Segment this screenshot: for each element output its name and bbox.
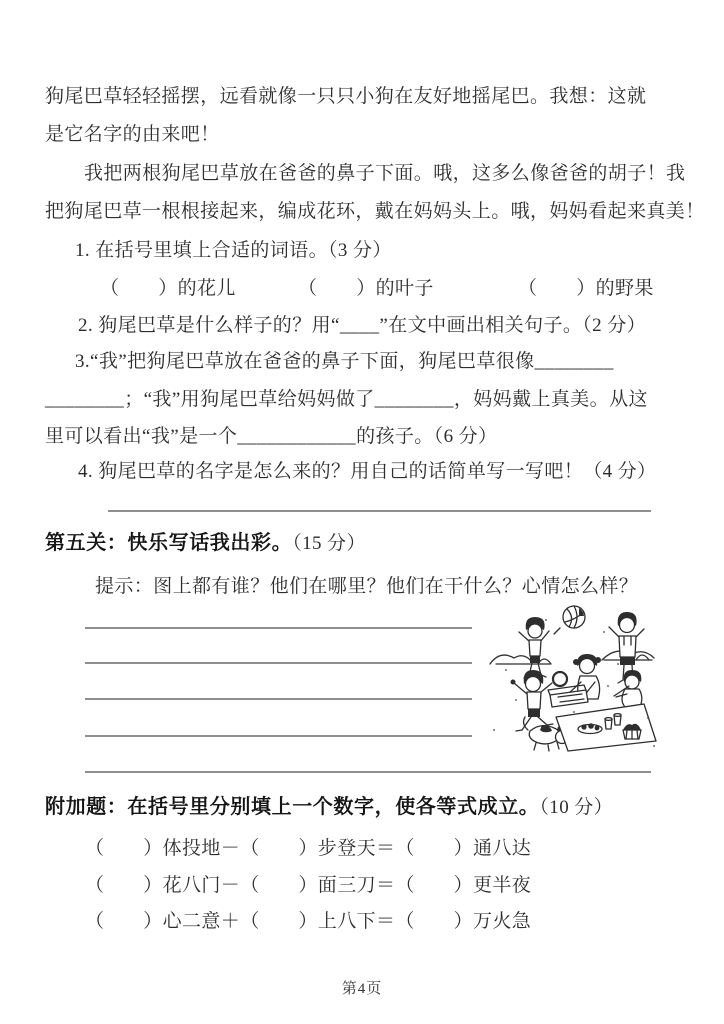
passage-line-3: 我把两根狗尾巴草放在爸爸的鼻子下面。哦，这多么像爸爸的胡子！我: [84, 163, 686, 184]
passage-line-4: 把狗尾巴草一根根接起来，编成花环，戴在妈妈头上。哦，妈妈看起来真美！: [45, 201, 705, 222]
section-divider: [108, 510, 651, 512]
question-1-text: 1. 在括号里填上合适的词语。（3 分）: [75, 240, 392, 261]
girl-top-left: [519, 617, 549, 678]
bonus-equation-1: （ ）体投地－（ ）步登天＝（ ）通八达: [85, 838, 532, 859]
bonus-equation-3: （ ）心二意＋（ ）上八下＝（ ）万火急: [85, 911, 532, 932]
question-3-line-1: 3.“我”把狗尾巴草放在爸爸的鼻子下面，狗尾巴草很像________: [75, 351, 614, 372]
writing-line-2: [85, 662, 472, 664]
page-number: 第4页: [341, 981, 383, 997]
bonus-score: （10 分）: [539, 797, 614, 818]
picnic-blanket: [556, 704, 656, 751]
writing-line-3: [85, 698, 472, 700]
ball-icon: [563, 606, 585, 628]
passage-line-2: 是它名字的由来吧！: [45, 124, 220, 145]
section5-score: （15 分）: [292, 533, 366, 554]
question-2-text: 2. 狗尾巴草是什么样子的？用“____”在文中画出相关句子。（2 分）: [78, 315, 647, 336]
question-3-line-3: 里可以看出“我”是一个____________的孩子。（6 分）: [45, 426, 498, 447]
writing-line-5: [85, 771, 651, 773]
girl-center-with-box: [548, 654, 601, 707]
writing-line-1: [85, 627, 472, 629]
writing-line-4: [85, 735, 472, 737]
bonus-equation-2: （ ）花八门－（ ）面三刀＝（ ）更半夜: [85, 875, 532, 896]
section5-heading: [45, 530, 366, 557]
section5-title: 第五关：快乐写话我出彩。: [45, 532, 293, 554]
passage-line-1: 狗尾巴草轻轻摇摆，远看就像一只只小狗在友好地摇尾巴。我想：这就: [45, 86, 647, 107]
question-3-line-2: ________；“我”用狗尾巴草给妈妈做了________，妈妈戴上真美。从这: [45, 389, 648, 410]
bonus-heading: [45, 794, 613, 821]
bonus-title: 附加题：在括号里分别填上一个数字，使各等式成立。: [45, 796, 540, 818]
question-4-text: 4. 狗尾巴草的名字是怎么来的？用自己的话简单写一写吧！（4 分）: [78, 461, 657, 482]
q1-blank-2: （ ）的叶子: [298, 278, 434, 299]
writing-hint: 提示：图上都有谁？他们在哪里？他们在干什么？心情怎么样？: [95, 576, 639, 597]
q1-blank-1: （ ）的花儿: [100, 278, 236, 299]
kids-picnic-illustration: [486, 600, 660, 752]
q1-blank-3: （ ）的野果: [518, 278, 654, 299]
